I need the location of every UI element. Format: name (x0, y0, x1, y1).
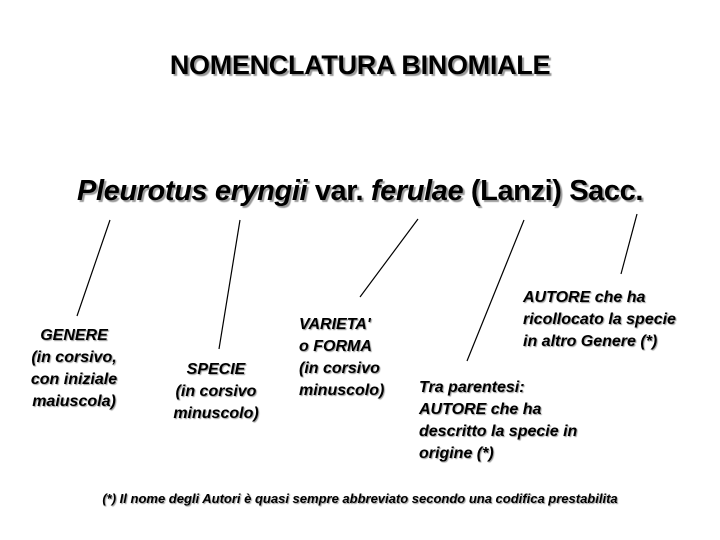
label-specie-line-1: SPECIE (186, 361, 246, 378)
label-varieta (299, 314, 384, 402)
variety-name: ferulae (370, 175, 464, 207)
label-autore-origine (419, 377, 577, 465)
connector-autore-origine (467, 220, 524, 361)
label-varieta-line-2: o FORMA (299, 338, 372, 355)
original-author: (Lanzi) (470, 175, 562, 207)
label-genere-line-4: maiuscola) (32, 393, 116, 410)
label-autore-ricollocato-line-1: AUTORE che ha (523, 289, 646, 306)
variety-abbreviation: var. (314, 175, 364, 207)
label-genere-line-1: GENERE (40, 327, 108, 344)
connector-genere (77, 220, 110, 316)
recombining-author: Sacc. (569, 175, 643, 207)
label-autore-origine-line-3: descritto la specie in (419, 423, 578, 440)
connector-varieta (360, 219, 418, 297)
label-autore-origine-line-2: AUTORE che ha (419, 401, 542, 418)
label-genere (14, 325, 134, 413)
label-varieta-line-1: VARIETA' (299, 316, 371, 333)
label-varieta-line-4: minuscolo) (299, 382, 385, 399)
genus-name: Pleurotus (77, 175, 208, 207)
label-specie-line-2: (in corsivo (175, 383, 257, 400)
label-autore-ricollocato-line-3: in altro Genere (*) (523, 333, 658, 350)
label-autore-origine-line-1: Tra parentesi: (419, 379, 525, 396)
footnote: (*) Il nome degli Autori è quasi sempre abbreviato secondo una codifica prestabilita (102, 491, 618, 506)
connector-specie (219, 220, 240, 349)
label-varieta-line-3: (in corsivo (299, 360, 380, 377)
label-specie (156, 359, 276, 425)
label-autore-ricollocato (523, 287, 676, 353)
connector-autore-ricollocato (621, 214, 637, 274)
page-title: NOMENCLATURA BINOMIALE (169, 50, 551, 80)
label-specie-line-3: minuscolo) (173, 405, 259, 422)
label-autore-origine-line-4: origine (*) (419, 445, 494, 462)
label-genere-line-3: con iniziale (30, 371, 118, 388)
label-autore-ricollocato-line-2: ricollocato la specie (523, 311, 676, 328)
species-name: eryngii (214, 175, 308, 207)
label-genere-line-2: (in corsivo, (31, 349, 117, 366)
